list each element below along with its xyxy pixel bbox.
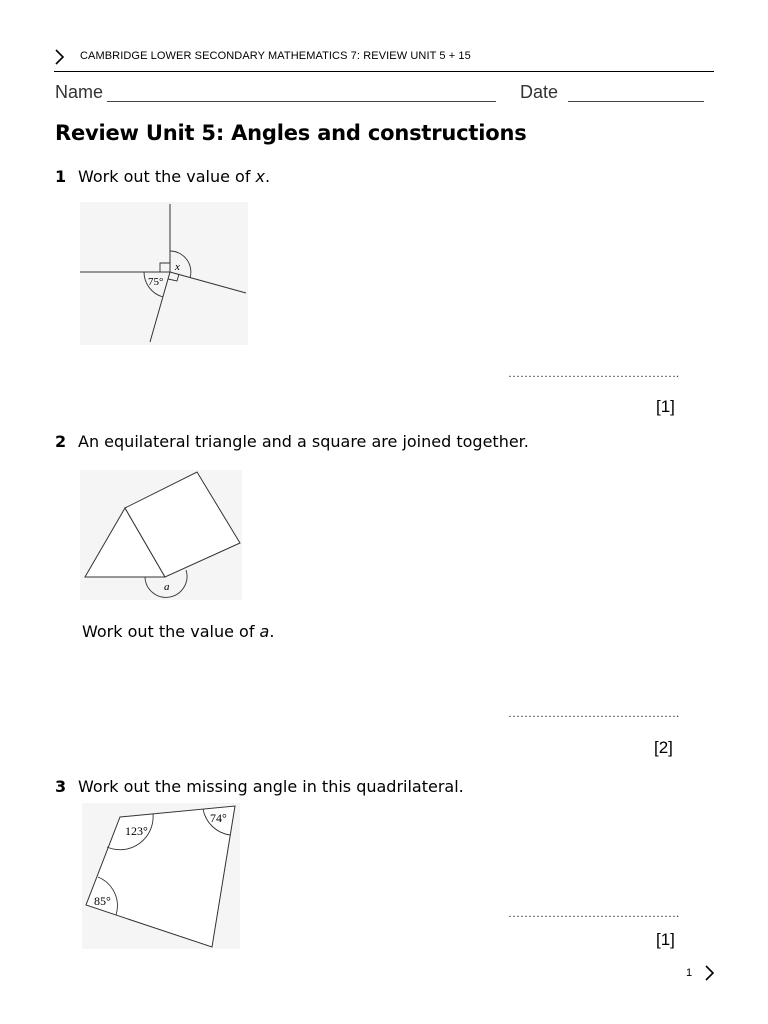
question-2-subtext: Work out the value of a. [82, 622, 275, 641]
question-1-angle-75-label: 75° [148, 276, 164, 288]
page-title: Review Unit 5: Angles and constructions [55, 121, 527, 145]
name-answer-line[interactable] [107, 101, 496, 102]
question-1-figure [80, 202, 248, 345]
question-1-answer-line[interactable]: ……………………………………. [508, 366, 679, 380]
question-3-answer-line[interactable]: ……………………………………. [508, 906, 679, 920]
question-3-angle-85-label: 85° [94, 894, 111, 908]
question-3-angle-74-label: 74° [210, 811, 227, 825]
question-3-marks: [1] [656, 930, 675, 949]
question-1-angle-x-label: x [175, 261, 180, 273]
running-header: CAMBRIDGE LOWER SECONDARY MATHEMATICS 7: REVIEW UNIT 5 + 15 [80, 50, 471, 62]
question-1-marks: [1] [656, 397, 675, 416]
question-2-marks: [2] [654, 738, 673, 757]
question-3-number: 3 [55, 777, 67, 796]
question-2-answer-line[interactable]: ……………………………………. [508, 706, 679, 720]
date-answer-line[interactable] [568, 101, 704, 102]
question-2-figure [80, 470, 242, 600]
question-3-text: Work out the missing angle in this quadrilateral. [78, 777, 464, 796]
chevron-right-icon[interactable] [703, 963, 715, 983]
question-2-text: An equilateral triangle and a square are joined together. [78, 432, 529, 451]
question-3-angle-123-label: 123° [125, 824, 148, 838]
question-1-text: Work out the value of x. [78, 167, 271, 186]
date-label: Date [520, 82, 559, 102]
name-label: Name [55, 82, 104, 102]
question-2-variable: a [259, 622, 270, 641]
question-1-number: 1 [55, 167, 67, 186]
question-2-angle-a-label: a [164, 581, 170, 593]
page-number: 1 [686, 967, 693, 979]
chevron-right-icon [52, 47, 66, 67]
question-1-variable: x [255, 167, 265, 186]
question-2-number: 2 [55, 432, 67, 451]
header-rule [54, 71, 714, 72]
question-3-figure [82, 803, 240, 949]
